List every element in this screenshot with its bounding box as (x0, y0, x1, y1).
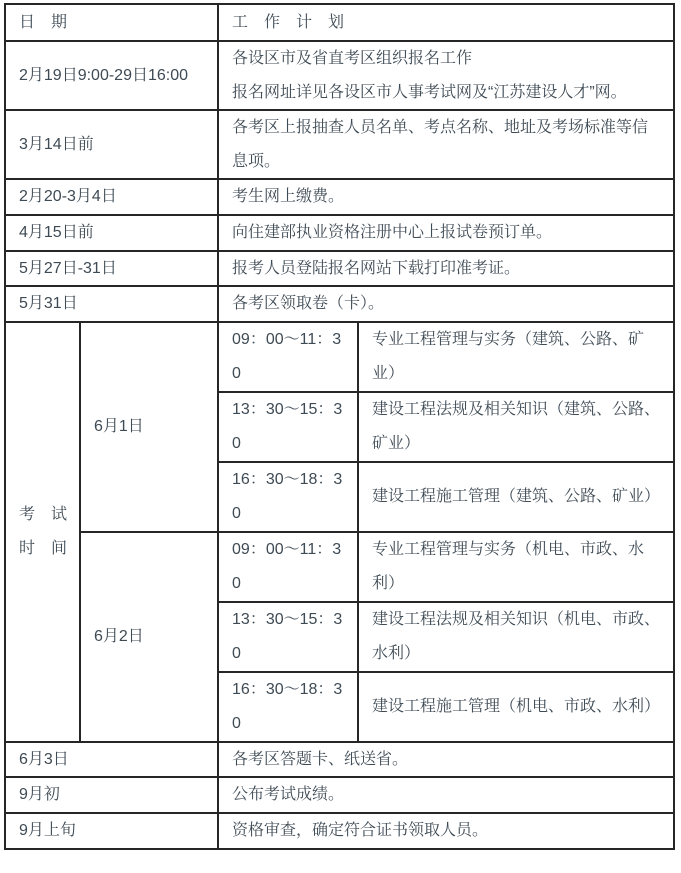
table-row (5, 215, 674, 251)
plan-line: 各设区市及省直考区组织报名工作 (232, 50, 473, 67)
exam-subject-cell: 建设工程法规及相关知识（机电、市政、水利） (358, 602, 674, 672)
header-date-cell: 日 期 (5, 4, 218, 41)
table-row (5, 41, 674, 110)
date-cell: 2月20-3月4日 (5, 179, 218, 215)
plan-cell: 各考区答题卡、纸送省。 (218, 742, 674, 778)
plan-line: 报名网址详见各设区市人事考试网及“江苏建设人才”网。 (232, 83, 627, 101)
table-row (5, 286, 674, 322)
exam-label-line: 时 间 (19, 539, 68, 557)
plan-cell: 资格审查，确定符合证书领取人员。 (218, 813, 674, 849)
exam-time-cell: 16：30～18：30 (218, 462, 358, 532)
plan-cell: 考生网上缴费。 (218, 179, 674, 215)
plan-cell: 报考人员登陆报名网站下载打印准考证。 (218, 251, 674, 287)
exam-date-cell: 6月1日 (80, 322, 218, 532)
plan-cell: 各考区上报抽查人员名单、考点名称、地址及考场标准等信息项。 (218, 110, 674, 179)
table-header-row (5, 4, 674, 41)
exam-time-cell: 13：30～15：30 (218, 602, 358, 672)
exam-time-cell: 09：00～11：30 (218, 532, 358, 602)
exam-subject-cell: 专业工程管理与实务（机电、市政、水利） (358, 532, 674, 602)
date-cell: 9月上旬 (5, 813, 218, 849)
exam-subject-cell: 建设工程法规及相关知识（建筑、公路、矿业） (358, 392, 674, 462)
plan-cell (218, 41, 674, 110)
date-cell: 9月初 (5, 777, 218, 813)
header-plan-cell: 工 作 计 划 (218, 4, 674, 41)
exam-time-cell: 16：30～18：30 (218, 672, 358, 742)
exam-date-cell: 6月2日 (80, 532, 218, 742)
plan-cell: 向住建部执业资格注册中心上报试卷预订单。 (218, 215, 674, 251)
table-row (5, 742, 674, 778)
table-row (5, 777, 674, 813)
table-row (5, 813, 674, 849)
exam-row (5, 322, 674, 392)
table-row (5, 179, 674, 215)
table-row (5, 110, 674, 179)
exam-time-cell: 09：00～11：30 (218, 322, 358, 392)
exam-row (5, 532, 674, 602)
table-row (5, 251, 674, 287)
date-cell: 5月31日 (5, 286, 218, 322)
date-cell: 5月27日-31日 (5, 251, 218, 287)
date-cell: 4月15日前 (5, 215, 218, 251)
date-cell: 3月14日前 (5, 110, 218, 179)
exam-subject-cell: 建设工程施工管理（建筑、公路、矿业） (358, 462, 674, 532)
plan-cell: 公布考试成绩。 (218, 777, 674, 813)
plan-cell: 各考区领取卷（卡）。 (218, 286, 674, 322)
exam-schedule-table (4, 3, 675, 850)
date-cell: 6月3日 (5, 742, 218, 778)
date-cell: 2月19日9:00-29日16:00 (5, 41, 218, 110)
exam-time-cell: 13：30～15：30 (218, 392, 358, 462)
exam-subject-cell: 建设工程施工管理（机电、市政、水利） (358, 672, 674, 742)
exam-time-label-cell (5, 322, 80, 742)
exam-label-line: 考 试 (19, 506, 68, 524)
exam-subject-cell: 专业工程管理与实务（建筑、公路、矿业） (358, 322, 674, 392)
